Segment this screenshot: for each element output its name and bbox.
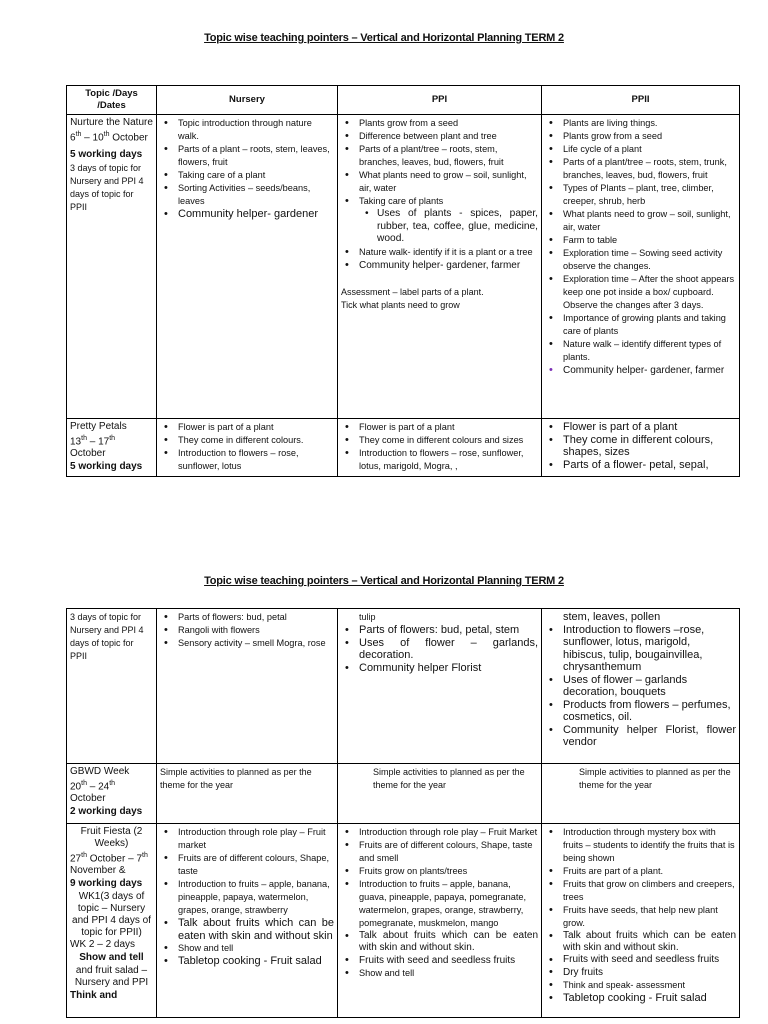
list-item: • Taking care of a plant — [178, 169, 334, 182]
topic-name: Pretty Petals — [70, 421, 127, 432]
list-item: • Introduction to flowers – rose, sunflower, lotus, marigold, Mogra, , — [359, 447, 538, 473]
list-item: • Rangoli with flowers — [178, 624, 334, 637]
ppii-cell — [542, 609, 740, 764]
pointer-list — [160, 826, 334, 968]
list-item: • Life cycle of a plant — [563, 143, 736, 156]
pointer-list — [341, 624, 538, 674]
list-item: • They come in different colours. — [178, 434, 334, 447]
list-item: • Introduction to flowers –rose, sunflower, lotus, marigold, hibiscus, tulip, bougainvillea, chrysanthemum — [563, 624, 736, 674]
pointer-list — [160, 117, 334, 221]
list-item: • Farm to table — [563, 234, 736, 247]
list-item: • Products from flowers – perfumes, cosmetics, oil. — [563, 699, 736, 724]
nursery-cell — [157, 824, 338, 1018]
continued-text: stem, leaves, pollen — [563, 611, 661, 623]
list-item: • Sorting Activities – seeds/beans, leaves — [178, 182, 334, 208]
header-nursery: Nursery — [157, 86, 338, 115]
page-2 — [0, 566, 768, 1024]
row-pretty-petals — [67, 419, 740, 477]
list-item: • Plants grow from a seed — [563, 130, 736, 143]
ppi-cell — [338, 609, 542, 764]
list-item: • Exploration time – Sowing seed activity observe the changes. — [563, 247, 736, 273]
list-item: • They come in different colours, shapes, sizes — [563, 434, 736, 459]
topic-note: Show and tell — [79, 952, 144, 964]
list-item: • Fruits are part of a plant. — [563, 865, 736, 878]
ppi-cell — [338, 419, 542, 477]
list-item: • Talk about fruits which can be eaten with skin and without skin. — [359, 930, 538, 954]
header-topic: Topic /Days /Dates — [67, 86, 157, 115]
list-item: • Difference between plant and tree — [359, 130, 538, 143]
list-item: • Fruits with seed and seedless fruits — [359, 954, 538, 967]
list-item: • Introduction through mystery box with fruits – students to identify the fruits that is being shown — [563, 826, 736, 865]
pointer-list — [341, 826, 538, 980]
topic-note: and fruit salad – Nursery and PPI — [74, 965, 149, 989]
list-item: • Parts of a plant/tree – roots, stem, branches, leaves, bud, flowers, fruit — [359, 143, 538, 169]
list-item — [359, 195, 538, 246]
list-item: • Show and tell — [178, 942, 334, 955]
page-1 — [0, 0, 768, 500]
topic-cell — [67, 764, 157, 824]
list-item: • Introduction to fruits – apple, banana, pineapple, papaya, watermelon, grapes, orange, strawberry — [178, 878, 334, 917]
planning-table — [66, 85, 740, 477]
page-title: Topic wise teaching pointers – Vertical and Horizontal Planning TERM 2 — [204, 575, 564, 587]
list-item: • Plants grow from a seed — [359, 117, 538, 130]
list-item: • Community helper Florist, flower vendor — [563, 724, 736, 749]
list-item: • Types of Plants – plant, tree, climber, creeper, shrub, herb — [563, 182, 736, 208]
pointer-list — [160, 611, 334, 650]
row-gbwd-week — [67, 764, 740, 824]
list-item: • Fruits have seeds, that help new plant grow. — [563, 904, 736, 930]
topic-cell — [67, 824, 157, 1018]
list-item: • Parts of flowers: bud, petal, stem — [359, 624, 538, 637]
list-item: • Parts of a plant/tree – roots, stem, trunk, branches, leaves, bud, flowers, fruit — [563, 156, 736, 182]
assessment-line: Tick what plants need to grow — [341, 299, 460, 310]
topic-dates: 13th – 17th October — [70, 435, 116, 460]
list-item: • Topic introduction through nature walk. — [178, 117, 334, 143]
list-item: • Nature walk – identify different types of plants. — [563, 338, 736, 364]
working-days: 9 working days — [70, 878, 143, 890]
list-item: • Exploration time – After the shoot appears keep one pot inside a box/ cupboard. Observe the changes after 3 days. — [563, 273, 736, 312]
ppi-cell — [338, 764, 542, 824]
topic-note: 3 days of topic for Nursery and PPI 4 days of topic for PPII — [70, 612, 144, 661]
list-item: • Fruits grow on plants/trees — [359, 865, 538, 878]
header-row — [67, 86, 740, 115]
topic-name: GBWD Week — [70, 766, 130, 777]
topic-note: WK1(3 days of topic – Nursery and PPI 4 days of topic for PPII) — [72, 891, 151, 939]
ppi-cell — [338, 824, 542, 1018]
list-item: • Parts of a plant – roots, stem, leaves, flowers, fruit — [178, 143, 334, 169]
list-item: • Talk about fruits which can be eaten with skin and without skin — [178, 917, 334, 942]
list-item: • Introduction through role play – Fruit Market — [359, 826, 538, 839]
working-days: 2 working days — [70, 806, 143, 818]
pointer-list — [160, 421, 334, 473]
list-item: • Parts of a flower- petal, sepal, — [563, 459, 736, 472]
page-title: Topic wise teaching pointers – Vertical and Horizontal Planning TERM 2 — [204, 32, 564, 44]
activity-note: Simple activities to planned as per the theme for the year — [579, 767, 731, 790]
ppii-cell — [542, 824, 740, 1018]
pointer-list — [545, 364, 736, 377]
list-item: • Community helper Florist — [359, 662, 538, 675]
pointer-list — [545, 826, 736, 1005]
row-pretty-petals-continued — [67, 609, 740, 764]
list-item: • Sensory activity – smell Mogra, rose — [178, 637, 334, 650]
list-item: • Fruits with seed and seedless fruits — [563, 954, 736, 966]
ppii-cell — [542, 115, 740, 419]
list-item: • Parts of flowers: bud, petal — [178, 611, 334, 624]
topic-note: 3 days of topic for Nursery and PPI 4 days of topic for PPII — [70, 163, 144, 213]
topic-cell — [67, 419, 157, 477]
list-item: • Uses of flower – garlands decoration, bouquets — [563, 674, 736, 699]
planning-table-continued — [66, 608, 740, 1018]
header-ppi: PPI — [338, 86, 542, 115]
working-days: 5 working days — [70, 149, 143, 161]
list-item-text: Taking care of plants — [359, 196, 444, 206]
row-fruit-fiesta — [67, 824, 740, 1018]
ppii-cell — [542, 764, 740, 824]
nursery-cell — [157, 609, 338, 764]
continued-text: tulip — [359, 612, 376, 622]
list-item: • Plants are living things. — [563, 117, 736, 130]
list-item: • Show and tell — [359, 967, 538, 980]
list-item: • Uses of flower – garlands, decoration. — [359, 637, 538, 662]
topic-dates: 6th – 10th October — [70, 131, 148, 144]
row-nurture-the-nature — [67, 115, 740, 419]
list-item: • Nature walk- identify if it is a plant or a tree — [359, 246, 538, 259]
topic-cell — [67, 115, 157, 419]
list-item: • Fruits that grow on climbers and creepers, trees — [563, 878, 736, 904]
pointer-list — [545, 421, 736, 471]
list-item: • What plants need to grow – soil, sunlight, air, water — [563, 208, 736, 234]
pointer-list — [341, 117, 538, 272]
working-days: 5 working days — [70, 461, 143, 473]
assessment-line: Assessment – label parts of a plant. — [341, 286, 484, 297]
topic-note: WK 2 – 2 days — [70, 939, 136, 951]
list-item: • Importance of growing plants and taking care of plants — [563, 312, 736, 338]
header-ppii: PPII — [542, 86, 740, 115]
topic-note: Think and — [70, 990, 118, 1002]
list-item: • Think and speak- assessment — [563, 979, 736, 992]
ppi-cell — [338, 115, 542, 419]
list-item: • Tabletop cooking - Fruit salad — [563, 992, 736, 1005]
topic-name: Nurture the Nature — [70, 117, 153, 128]
topic-dates: 27th October – 7th November & — [70, 852, 148, 877]
activity-note: Simple activities to planned as per the theme for the year — [160, 767, 312, 790]
list-item: • Tabletop cooking - Fruit salad — [178, 955, 334, 968]
list-item: • Flower is part of a plant — [178, 421, 334, 434]
sub-list-item: • Uses of plants - spices, paper, rubber, tea, coffee, glue, medicine, wood. — [377, 208, 538, 246]
sub-list — [359, 208, 538, 246]
list-item: • Community helper- gardener — [178, 208, 334, 221]
nursery-cell — [157, 764, 338, 824]
list-item: • Fruits are of different colours, Shape, taste and smell — [359, 839, 538, 865]
activity-note: Simple activities to planned as per the theme for the year — [373, 767, 525, 790]
list-item: • Flower is part of a plant — [563, 421, 736, 434]
list-item: • Community helper- gardener, farmer — [563, 364, 736, 377]
topic-cell — [67, 609, 157, 764]
pointer-list — [545, 117, 736, 364]
nursery-cell — [157, 115, 338, 419]
pointer-list — [341, 421, 538, 473]
topic-name: Fruit Fiesta (2 Weeks) — [80, 826, 143, 849]
list-item: • Dry fruits — [563, 966, 736, 979]
list-item: • Introduction to flowers – rose, sunflower, lotus — [178, 447, 334, 473]
ppii-cell — [542, 419, 740, 477]
list-item: • They come in different colours and sizes — [359, 434, 538, 447]
pointer-list — [545, 624, 736, 749]
list-item: • Introduction through role play – Fruit market — [178, 826, 334, 852]
list-item: • Talk about fruits which can be eaten with skin and without skin. — [563, 930, 736, 954]
list-item: • Fruits are of different colours, Shape, taste — [178, 852, 334, 878]
list-item: • Flower is part of a plant — [359, 421, 538, 434]
nursery-cell — [157, 419, 338, 477]
list-item: • Community helper- gardener, farmer — [359, 259, 538, 272]
topic-dates: 20th – 24th October — [70, 780, 116, 805]
list-item: • Introduction to fruits – apple, banana, guava, pineapple, papaya, pomegranate, watermelon, grapes, orange, strawberry, pomegranate, muskmelon, mango — [359, 878, 538, 930]
list-item: • What plants need to grow – soil, sunlight, air, water — [359, 169, 538, 195]
